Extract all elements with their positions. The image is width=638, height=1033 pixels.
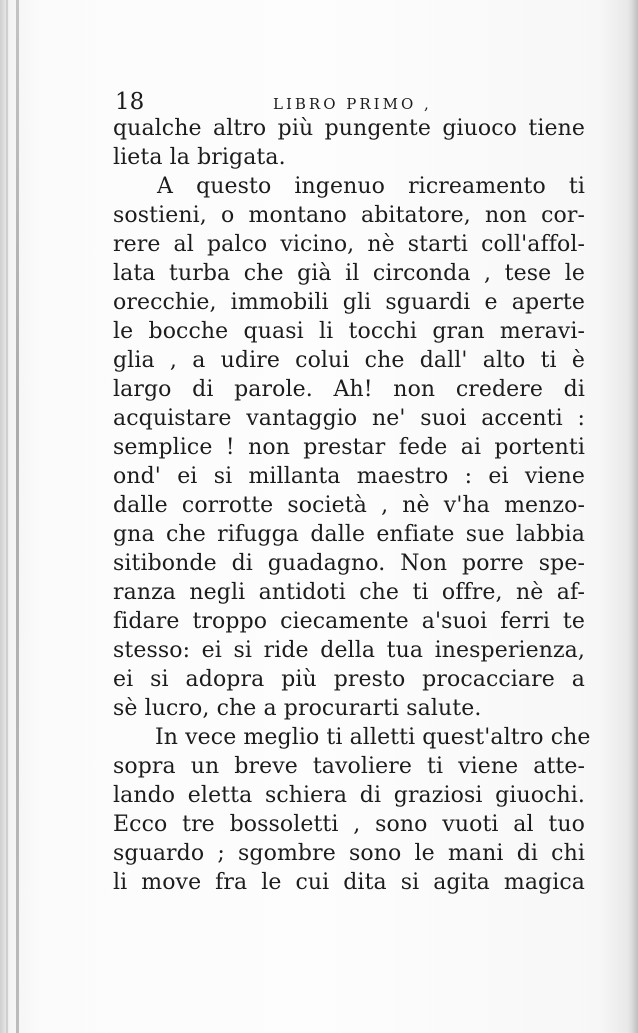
- text-line: sostieni, o montano abitatore, non cor-: [113, 203, 585, 228]
- text-line: semplice ! non prestar fede ai portenti: [113, 435, 585, 460]
- text-line: lata turba che già il circonda , tese le: [113, 261, 585, 286]
- text-line: sopra un breve tavoliere ti viene atte-: [113, 754, 585, 779]
- page-number: 18: [115, 89, 145, 115]
- text-line: le bocche quasi li tocchi gran meravi-: [113, 319, 585, 344]
- text-line: orecchie, immobili gli sguardi e aperte: [113, 290, 585, 315]
- text-line: ranza negli antidoti che ti offre, nè af-: [113, 580, 585, 605]
- binding-spine: [16, 0, 19, 1033]
- text-line: Ecco tre bossoletti , sono vuoti al tuo: [113, 812, 585, 837]
- text-line: lando eletta schiera di graziosi giuochi.: [113, 783, 585, 808]
- text-line: lieta la brigata.: [113, 145, 286, 170]
- text-line: acquistare vantaggio ne' suoi accenti :: [113, 406, 585, 431]
- paragraph-start-line: In vece meglio ti alletti quest'altro che: [155, 725, 591, 750]
- text-line: sè lucro, che a procurarti salute.: [113, 696, 482, 721]
- text-line: glia , a udire colui che dall' alto ti è: [113, 348, 585, 373]
- text-line: ei si adopra più presto procacciare a: [113, 667, 585, 692]
- text-line: gna che rifugga dalle enfiate sue labbia: [113, 522, 585, 547]
- text-line: sguardo ; sgombre sono le mani di chi: [113, 841, 585, 866]
- text-line: fidare troppo ciecamente a'suoi ferri te: [113, 609, 585, 634]
- text-line: largo di parole. Ah! non credere di: [113, 377, 585, 402]
- text-line: ond' ei si millanta maestro : ei viene: [113, 464, 585, 489]
- book-page: [113, 88, 591, 897]
- text-line: rere al palco vicino, nè starti coll'affol-: [113, 232, 585, 257]
- paragraph-start-line: A questo ingenuo ricreamento ti: [157, 174, 585, 199]
- text-line: li move fra le cui dita si agita magica: [113, 870, 585, 895]
- page-edge-shadow: [628, 0, 638, 1033]
- text-line: dalle corrotte società , nè v'ha menzo-: [113, 493, 585, 518]
- running-head-title: LIBRO PRIMO ,: [273, 95, 432, 113]
- running-head: [113, 88, 585, 120]
- text-line: sitibonde di guadagno. Non porre spe-: [113, 551, 585, 576]
- body-text: [113, 114, 591, 897]
- text-line: stesso: ei si ride della tua inesperienza,: [113, 638, 585, 663]
- text-line: qualche altro più pungente giuoco tiene: [113, 116, 585, 141]
- binding-edge-shadow: [6, 0, 8, 1033]
